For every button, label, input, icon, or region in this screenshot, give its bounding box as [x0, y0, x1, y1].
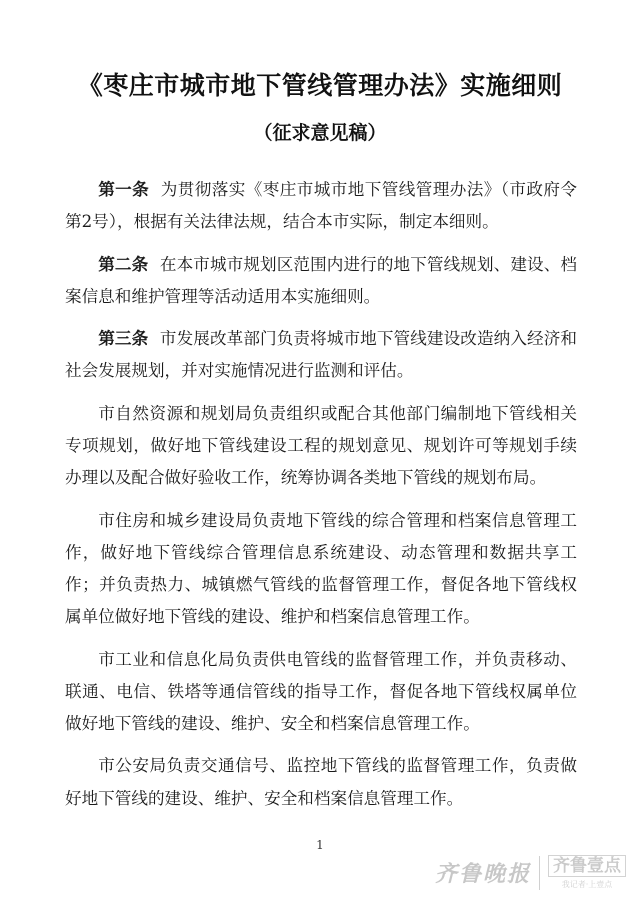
paragraph-text: 市发展改革部门负责将城市地下管线建设改造纳入经济和社会发展规划，并对实施情况进行监测和评估。	[65, 329, 578, 381]
paragraph-text: 市自然资源和规划局负责组织或配合其他部门编制地下管线相关专项规划，做好地下管线建设工程的规划意见、规划许可等规划手续办理以及配合做好验收工作，统筹协调各类地下管线的规划布局。	[65, 403, 577, 488]
watermark-slogan: 我记者·上壹点	[561, 880, 613, 889]
body-paragraph	[65, 398, 577, 495]
document-title: 《枣庄市城市地下管线管理办法》实施细则	[77, 71, 563, 100]
article-paragraph	[65, 174, 577, 238]
article-paragraph	[65, 323, 577, 387]
article-paragraph	[65, 249, 577, 313]
body-paragraph	[65, 644, 577, 741]
article-label: 第二条	[98, 254, 149, 274]
watermark-logo: 齐鲁壹点	[548, 855, 626, 877]
article-label: 第一条	[98, 180, 150, 199]
paragraph-text: 市住房和城乡建设局负责地下管线的综合管理和档案信息管理工作，做好地下管线综合管理信息系统建设、动态管理和数据共享工作；并负责热力、城镇燃气管线的监督管理工作，督促各地下管线权属单位做好地下管线的建设、维护和档案信息管理工作。	[65, 510, 577, 627]
article-label: 第三条	[98, 329, 149, 349]
body-paragraph	[65, 505, 577, 634]
document-subtitle: （征求意见稿）	[253, 122, 387, 144]
paragraph-text: 市工业和信息化局负责供电管线的监督管理工作，并负责移动、联通、电信、铁塔等通信管线的指导工作，督促各地下管线权属单位做好地下管线的建设、维护、安全和档案信息管理工作。	[65, 649, 577, 733]
paragraph-text: 在本市城市规划区范围内进行的地下管线规划、建设、档案信息和维护管理等活动适用本实施细则。	[65, 254, 578, 306]
page-number: 1	[316, 838, 324, 852]
paragraph-text: 为贯彻落实《枣庄市城市地下管线管理办法》（市政府令第2号），根据有关法律法规，结合本市实际，制定本细则。	[65, 180, 578, 232]
body-paragraph	[65, 750, 577, 814]
paragraph-text: 市公安局负责交通信号、监控地下管线的监督管理工作，负责做好地下管线的建设、维护、安全和档案信息管理工作。	[65, 756, 577, 808]
watermark-brand	[548, 855, 626, 890]
watermark-name: 齐鲁晚报	[434, 861, 531, 887]
watermark	[435, 855, 626, 890]
watermark-divider	[539, 856, 540, 890]
document-body	[65, 174, 577, 825]
